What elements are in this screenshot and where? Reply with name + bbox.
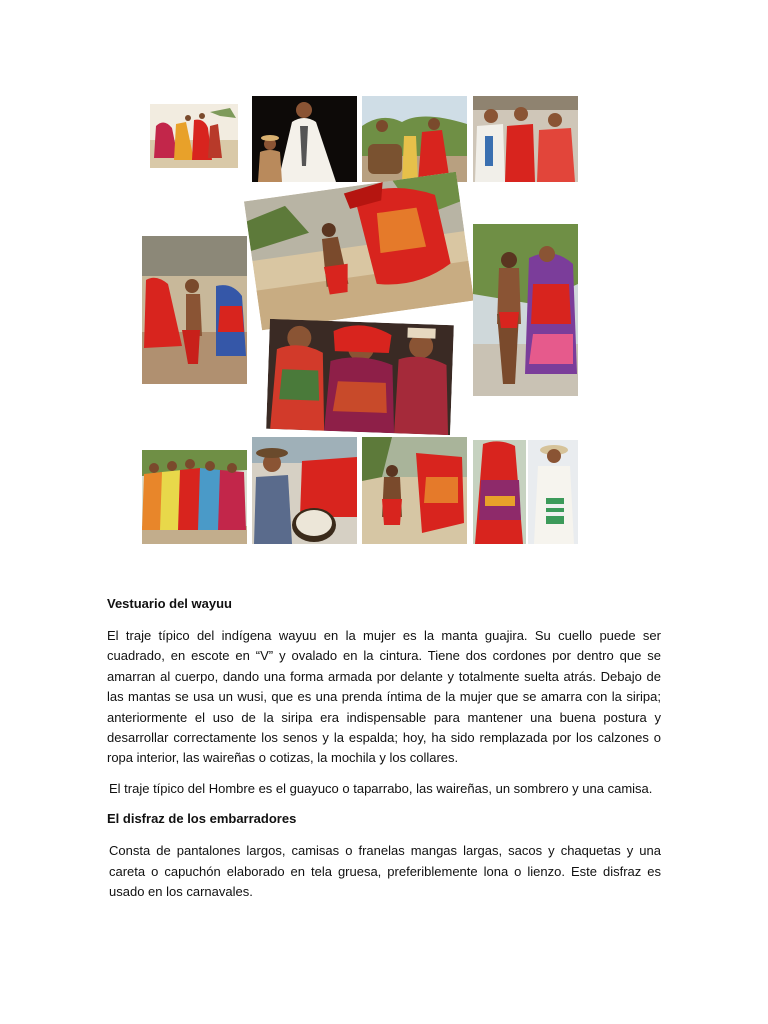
photo-couple-dance bbox=[473, 224, 578, 396]
photo-seated-women bbox=[266, 319, 454, 435]
photo-red-manta-dance bbox=[244, 172, 474, 331]
paragraph-traje-mujer: El traje típico del indígena wayuu en la mujer es la manta guajira. Su cuello puede ser cuadrado, en escote en “V” y ovalado en la cintura. Tiene dos cordones por dentro que se amarran al cuerpo, dando una forma armada por delante y totalmente suelta atrás. Debajo de las mantas se usa un wusi, que es una prenda íntima de la mujer que se amarra con la siripa; anteriormente el uso de la siripa era indispensable para mantener una buena postura y desarrollar correctamente los senos y la espalda; hoy, ha sido remplazada por los calzones o ropa interior, las waireñas o cotizas, la mochila y los collares. bbox=[107, 628, 661, 766]
paragraph-disfraz: Consta de pantalones largos, camisas o franelas mangas largas, sacos y chaquetas y una careta o capuchón elaborado en tela gruesa, preferiblemente lona o lienzo. Este disfraz es usado en los carnavales. bbox=[109, 843, 661, 900]
article-text bbox=[107, 594, 661, 912]
photo-man-drum bbox=[252, 437, 357, 544]
section-heading-vestuario: Vestuario del wayuu bbox=[107, 596, 232, 611]
paragraph-traje-hombre: El traje típico del Hombre es el guayuco o taparrabo, las waireñas, un sombrero y una camisa. bbox=[109, 780, 653, 796]
photo-dancers-field bbox=[150, 104, 238, 168]
photo-dance-sand bbox=[362, 437, 467, 544]
photo-man-hat-mochila bbox=[528, 440, 578, 544]
photo-crowd-dance bbox=[142, 236, 247, 384]
photo-men-group bbox=[473, 96, 578, 182]
photo-women-line bbox=[142, 450, 247, 544]
photo-woman-white-dress bbox=[252, 96, 357, 182]
photo-drummer-group bbox=[362, 96, 467, 182]
section-heading-embarradores: El disfraz de los embarradores bbox=[107, 811, 297, 827]
photo-woman-red-manta bbox=[473, 440, 526, 544]
